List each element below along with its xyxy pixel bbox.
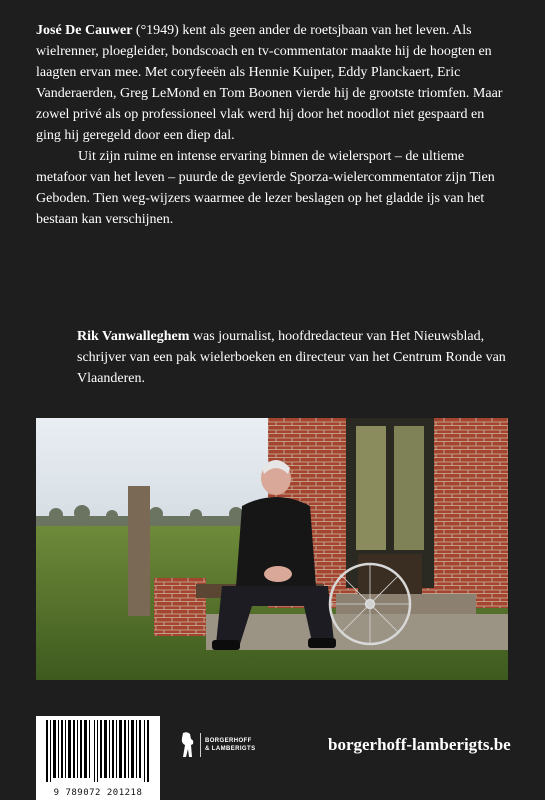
door [358, 554, 422, 594]
window-glass-2 [394, 426, 424, 550]
author-bio [77, 326, 509, 389]
window-glass [356, 426, 386, 550]
publisher-logo [178, 729, 268, 761]
publisher-website[interactable]: borgerhoff-lamberigts.be [328, 735, 511, 754]
blurb-paragraph-1 [36, 20, 508, 146]
paving [206, 614, 508, 650]
barcode-bars [46, 720, 149, 782]
isbn-digits: 9 789072 201218 [53, 788, 143, 798]
publisher-logo-icon [178, 729, 198, 761]
publisher-name [205, 737, 255, 753]
isbn-barcode [36, 716, 160, 800]
publisher-name-line-2: & LAMBERIGTS [205, 746, 256, 752]
publisher-name-line-1: BORGERHOFF [205, 738, 252, 744]
back-cover-blurb [36, 20, 508, 230]
author-name: José De Cauwer [36, 23, 133, 38]
bio-name: Rik Vanwalleghem [77, 329, 190, 344]
blurb-paragraph-2: Uit zijn ruime en intense ervaring binnen de wielersport – de ultieme metafoor van het leven – puurde de gevierde Sporza-wielercommentator zijn Tien Geboden. Tien weg-wijzers waarmee de lezer beslagen op het gladde ijs van het bestaan kan verschijnen. [36, 149, 495, 227]
bicycle-wheel [330, 564, 410, 644]
logo-divider [200, 733, 201, 757]
bio-text: was journalist, hoofdredacteur van Het Nieuwsblad, schrijver van een pak wielerboeken en directeur van het Centrum Ronde van Vlaanderen. [77, 329, 506, 386]
author-photo [36, 418, 508, 680]
wooden-post [128, 486, 150, 616]
blurb-paragraph-1-text: (°1949) kent als geen ander de roetsjbaan van het leven. Als wielrenner, ploegleider, bondscoach en tv-commentator maakte hij de hoogten en laagten ervan mee. Met coryfeeën als Hennie Kuiper, Eddy Planckaert, Eric Vanderaerden, Greg LeMond en Tom Boonen vierde hij de grootste triomfen. Maar zowel privé als op professioneel vlak werd hij door het noodlot niet gespaard en ging hij geregeld door een diep dal. [36, 23, 503, 143]
